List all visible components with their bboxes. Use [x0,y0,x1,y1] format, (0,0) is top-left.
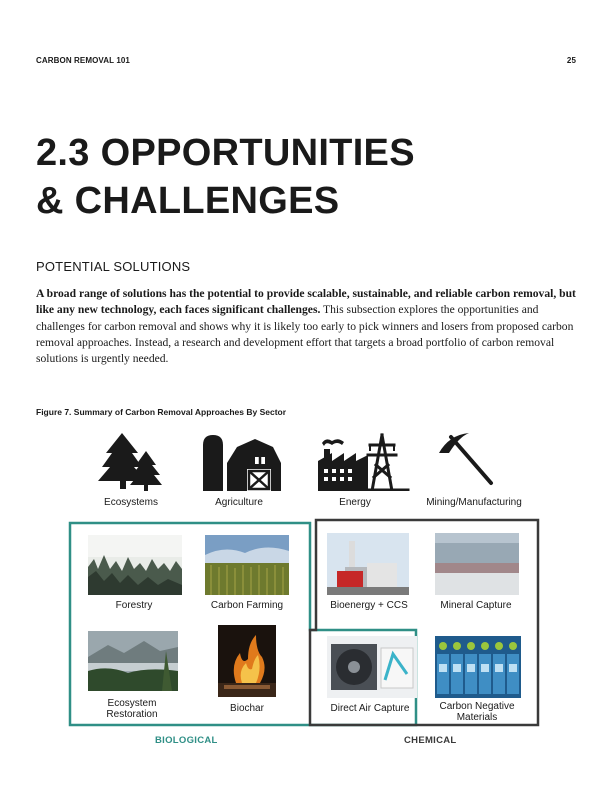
figure-caption: Figure 7. Summary of Carbon Removal Approaches By Sector [36,407,287,417]
approach-label-carbon-farming: Carbon Farming [210,600,284,611]
mineral-capture-photo [435,533,519,595]
approach-label-forestry: Forestry [115,600,153,611]
group-label-biological: BIOLOGICAL [155,735,218,746]
biochar-photo [218,625,276,697]
approach-label-biochar: Biochar [230,703,264,714]
group-label-chemical: CHEMICAL [404,735,457,746]
bioenergy-ccs-photo [327,533,409,595]
direct-air-capture-photo [327,636,417,698]
approach-label-direct-air-capture: Direct Air Capture [330,703,410,714]
page-number: 25 [566,56,576,65]
subheading: POTENTIAL SOLUTIONS [36,259,191,274]
sector-label-agriculture: Agriculture [215,497,263,508]
approach-label-ecosystem-restoration: Ecosystem Restoration [106,698,158,720]
forestry-photo [88,535,182,595]
carbon-negative-materials-photo [435,636,521,698]
sector-label-energy: Energy [339,497,371,508]
ecosystem-restoration-photo [88,631,178,691]
section-title-line-1: 2.3 OPPORTUNITIES [36,132,415,174]
paragraph-lead-sentence: A broad range of solutions has the potential to provide scalable, sustainable, and reliable carbon removal, but like any new technology, each faces significant challenges. [36,287,576,317]
sector-label-mining-manufacturing: Mining/Manufacturing [426,497,522,508]
section-title-line-2: & CHALLENGES [36,180,340,222]
approach-label-mineral-capture: Mineral Capture [440,600,512,611]
paragraph-body-text: This subsection explores the opportunities and challenges for carbon removal and shows why it is likely too early to pick winners and losers from proposed carbon removal approaches. Instead, a research and development effort that targets a broad portfolio of carbon removal solutions is urgently needed. [36,303,574,366]
running-header: CARBON REMOVAL 101 [36,56,130,65]
sector-label-ecosystems: Ecosystems [104,497,158,508]
approach-label-carbon-negative-materials: Carbon Negative Materials [439,701,515,723]
carbon-farming-photo [205,535,289,595]
approach-label-bioenergy-ccs: Bioenergy + CCS [330,600,408,611]
